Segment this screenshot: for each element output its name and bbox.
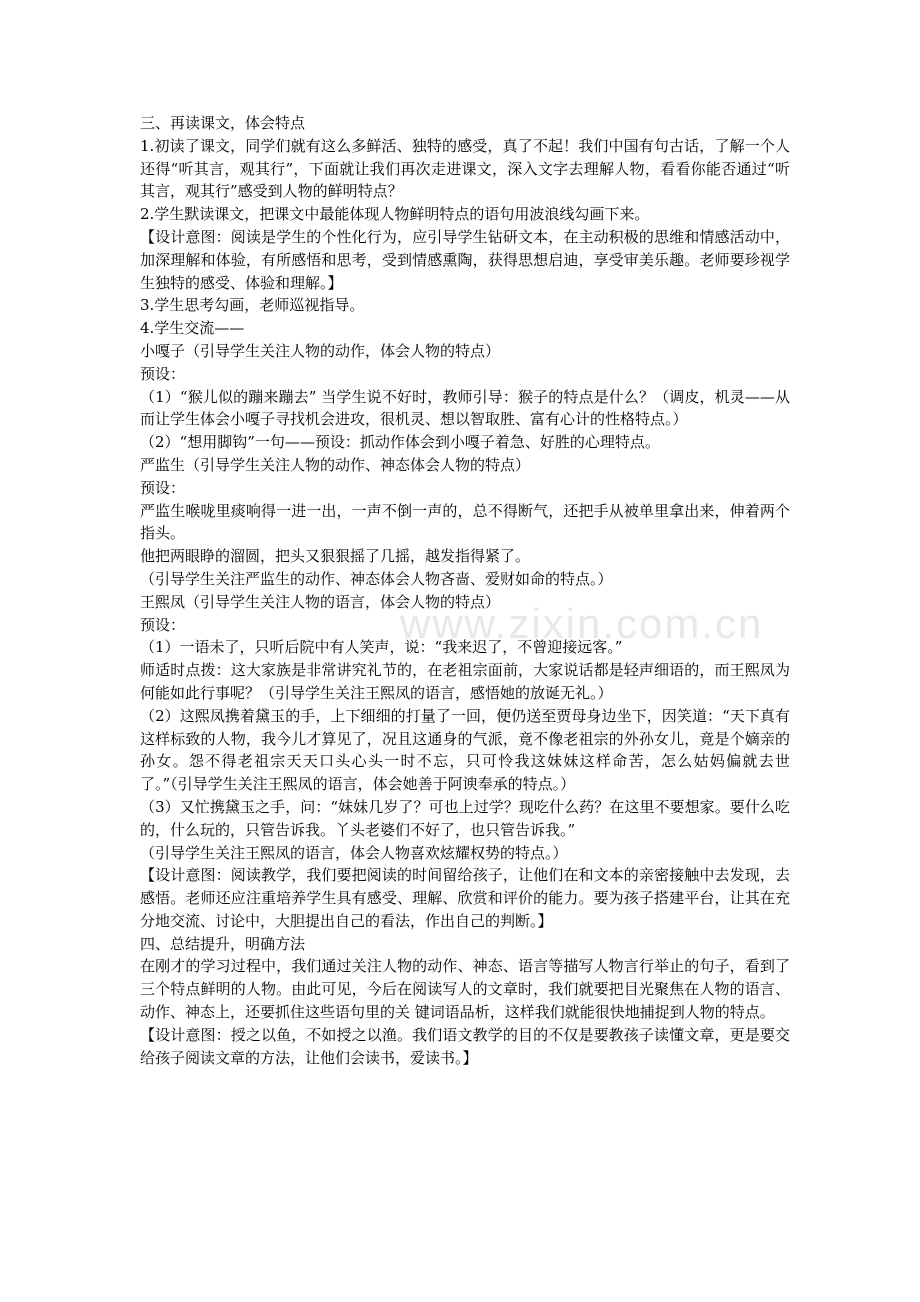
design-intent-note: 【设计意图：阅读是学生的个性化行为，应引导学生钻研文本，在主动积极的思维和情感活动中，加深理解和体验，有所感悟和思考，受到情感熏陶，获得思想启迪，享受审美乐趣。老师要珍视学生独特的感受、体验和理解。】 [140,227,790,292]
watermark: www.zixin.com.cn [400,600,764,647]
character-heading: 小嘎子（引导学生关注人物的动作，体会人物的特点） [140,341,501,360]
design-intent-note: 【设计意图：授之以鱼，不如授之以渔。我们语文教学的目的不仅是要教孩子读懂文章，更是要交给孩子阅读文章的方法，让他们会读书，爱读书。】 [140,1025,790,1067]
paragraph: 严监生喉咙里痰响得一进一出，一声不倒一声的，总不得断气，还把手从被单里拿出来，伸着两个指头。 [140,501,790,543]
paragraph: 他把两眼睁的溜圆，把头又狠狠摇了几摇，越发指得紧了。 [140,547,531,566]
document-body [140,112,790,1069]
paragraph: （引导学生关注严监生的动作、神态体会人物吝啬、爱财如命的特点。） [140,569,613,588]
paragraph: 师适时点拨：这大家族是非常讲究礼节的，在老祖宗面前，大家说话都是轻声细语的，而王熙凤为何能如此行事呢？（引导学生关注王熙凤的语言，感悟她的放诞无礼。） [140,661,790,702]
paragraph: （引导学生关注王熙凤的语言，体会人物喜欢炫耀权势的特点。） [140,843,568,862]
paragraph: （3）又忙携黛玉之手，问：“妹妹几岁了？可也上过学？现吃什么药？在这里不要想家。要什么吃的，什么玩的，只管告诉我。丫头老婆们不好了，也只管告诉我。” [140,797,790,839]
character-heading: 王熙凤（引导学生关注人物的语言，体会人物的特点） [140,592,501,611]
character-heading: 严监生（引导学生关注人物的动作、神态体会人物的特点） [140,455,531,474]
paragraph: （1）一语未了，只听后院中有人笑声，说：“我来迟了，不曾迎接远客。” [140,638,623,657]
paragraph: 1.初读了课文，同学们就有这么多鲜活、独特的感受，真了不起！我们中国有句古话，了解一个人还得“听其言，观其行”，下面就让我们再次走进课文，深入文字去理解人物，看看你能否通过“听其言，观其行”感受到人物的鲜明特点？ [140,136,790,201]
paragraph: 4.学生交流—— [140,319,245,338]
preset-label: 预设： [140,364,186,383]
paragraph: 在刚才的学习过程中，我们通过关注人物的动作、神态、语言等描写人物言行举止的句子，看到了三个特点鲜明的人物。由此可见，今后在阅读写人的文章时，我们就要把目光聚焦在人物的语言、动作、神态上，还要抓住这些语句里的关 键词语品析，这样我们就能很快地捕捉到人物的特点。 [140,957,790,1022]
design-intent-note: 【设计意图：阅读教学，我们要把阅读的时间留给孩子，让他们在和文本的亲密接触中去发现，去感悟。老师还应注重培养学生具有感受、理解、欣赏和评价的能力。要为孩子搭建平台，让其在充分地交流、讨论中，大胆提出自己的看法，作出自己的判断。】 [140,866,790,930]
paragraph: 2.学生默读课文，把课文中最能体现人物鲜明特点的语句用波浪线勾画下来。 [140,205,650,224]
section-heading-3: 三、再读课文，体会特点 [140,114,306,132]
preset-label: 预设： [140,478,186,497]
paragraph: （1）“猴儿似的蹦来蹦去” 当学生说不好时，教师引导：猴子的特点是什么？（调皮，机灵——从而让学生体会小嘎子寻找机会进攻，很机灵、想以智取胜、富有心计的性格特点。） [140,387,790,429]
section-heading-4: 四、总结提升，明确方法 [140,934,306,953]
paragraph: （2）这熙凤携着黛玉的手，上下细细的打量了一回，便仍送至贾母身边坐下，因笑道：“天下真有这样标致的人物，我今儿才算见了，况且这通身的气派，竟不像老祖宗的外孙女儿，竟是个嫡亲的孙女。怨不得老祖宗天天口头心头一时不忘，只可怜我这妹妹这样命苦，怎么姑妈偏就去世了。”（引导学生关注王熙凤的语言，体会她善于阿谀奉承的特点。） [140,706,790,794]
paragraph: （2）“想用脚钩”一句——预设：抓动作体会到小嘎子着急、好胜的心理特点。 [140,433,660,452]
paragraph: 3.学生思考勾画，老师巡视指导。 [140,296,365,315]
preset-label: 预设： [140,615,186,634]
